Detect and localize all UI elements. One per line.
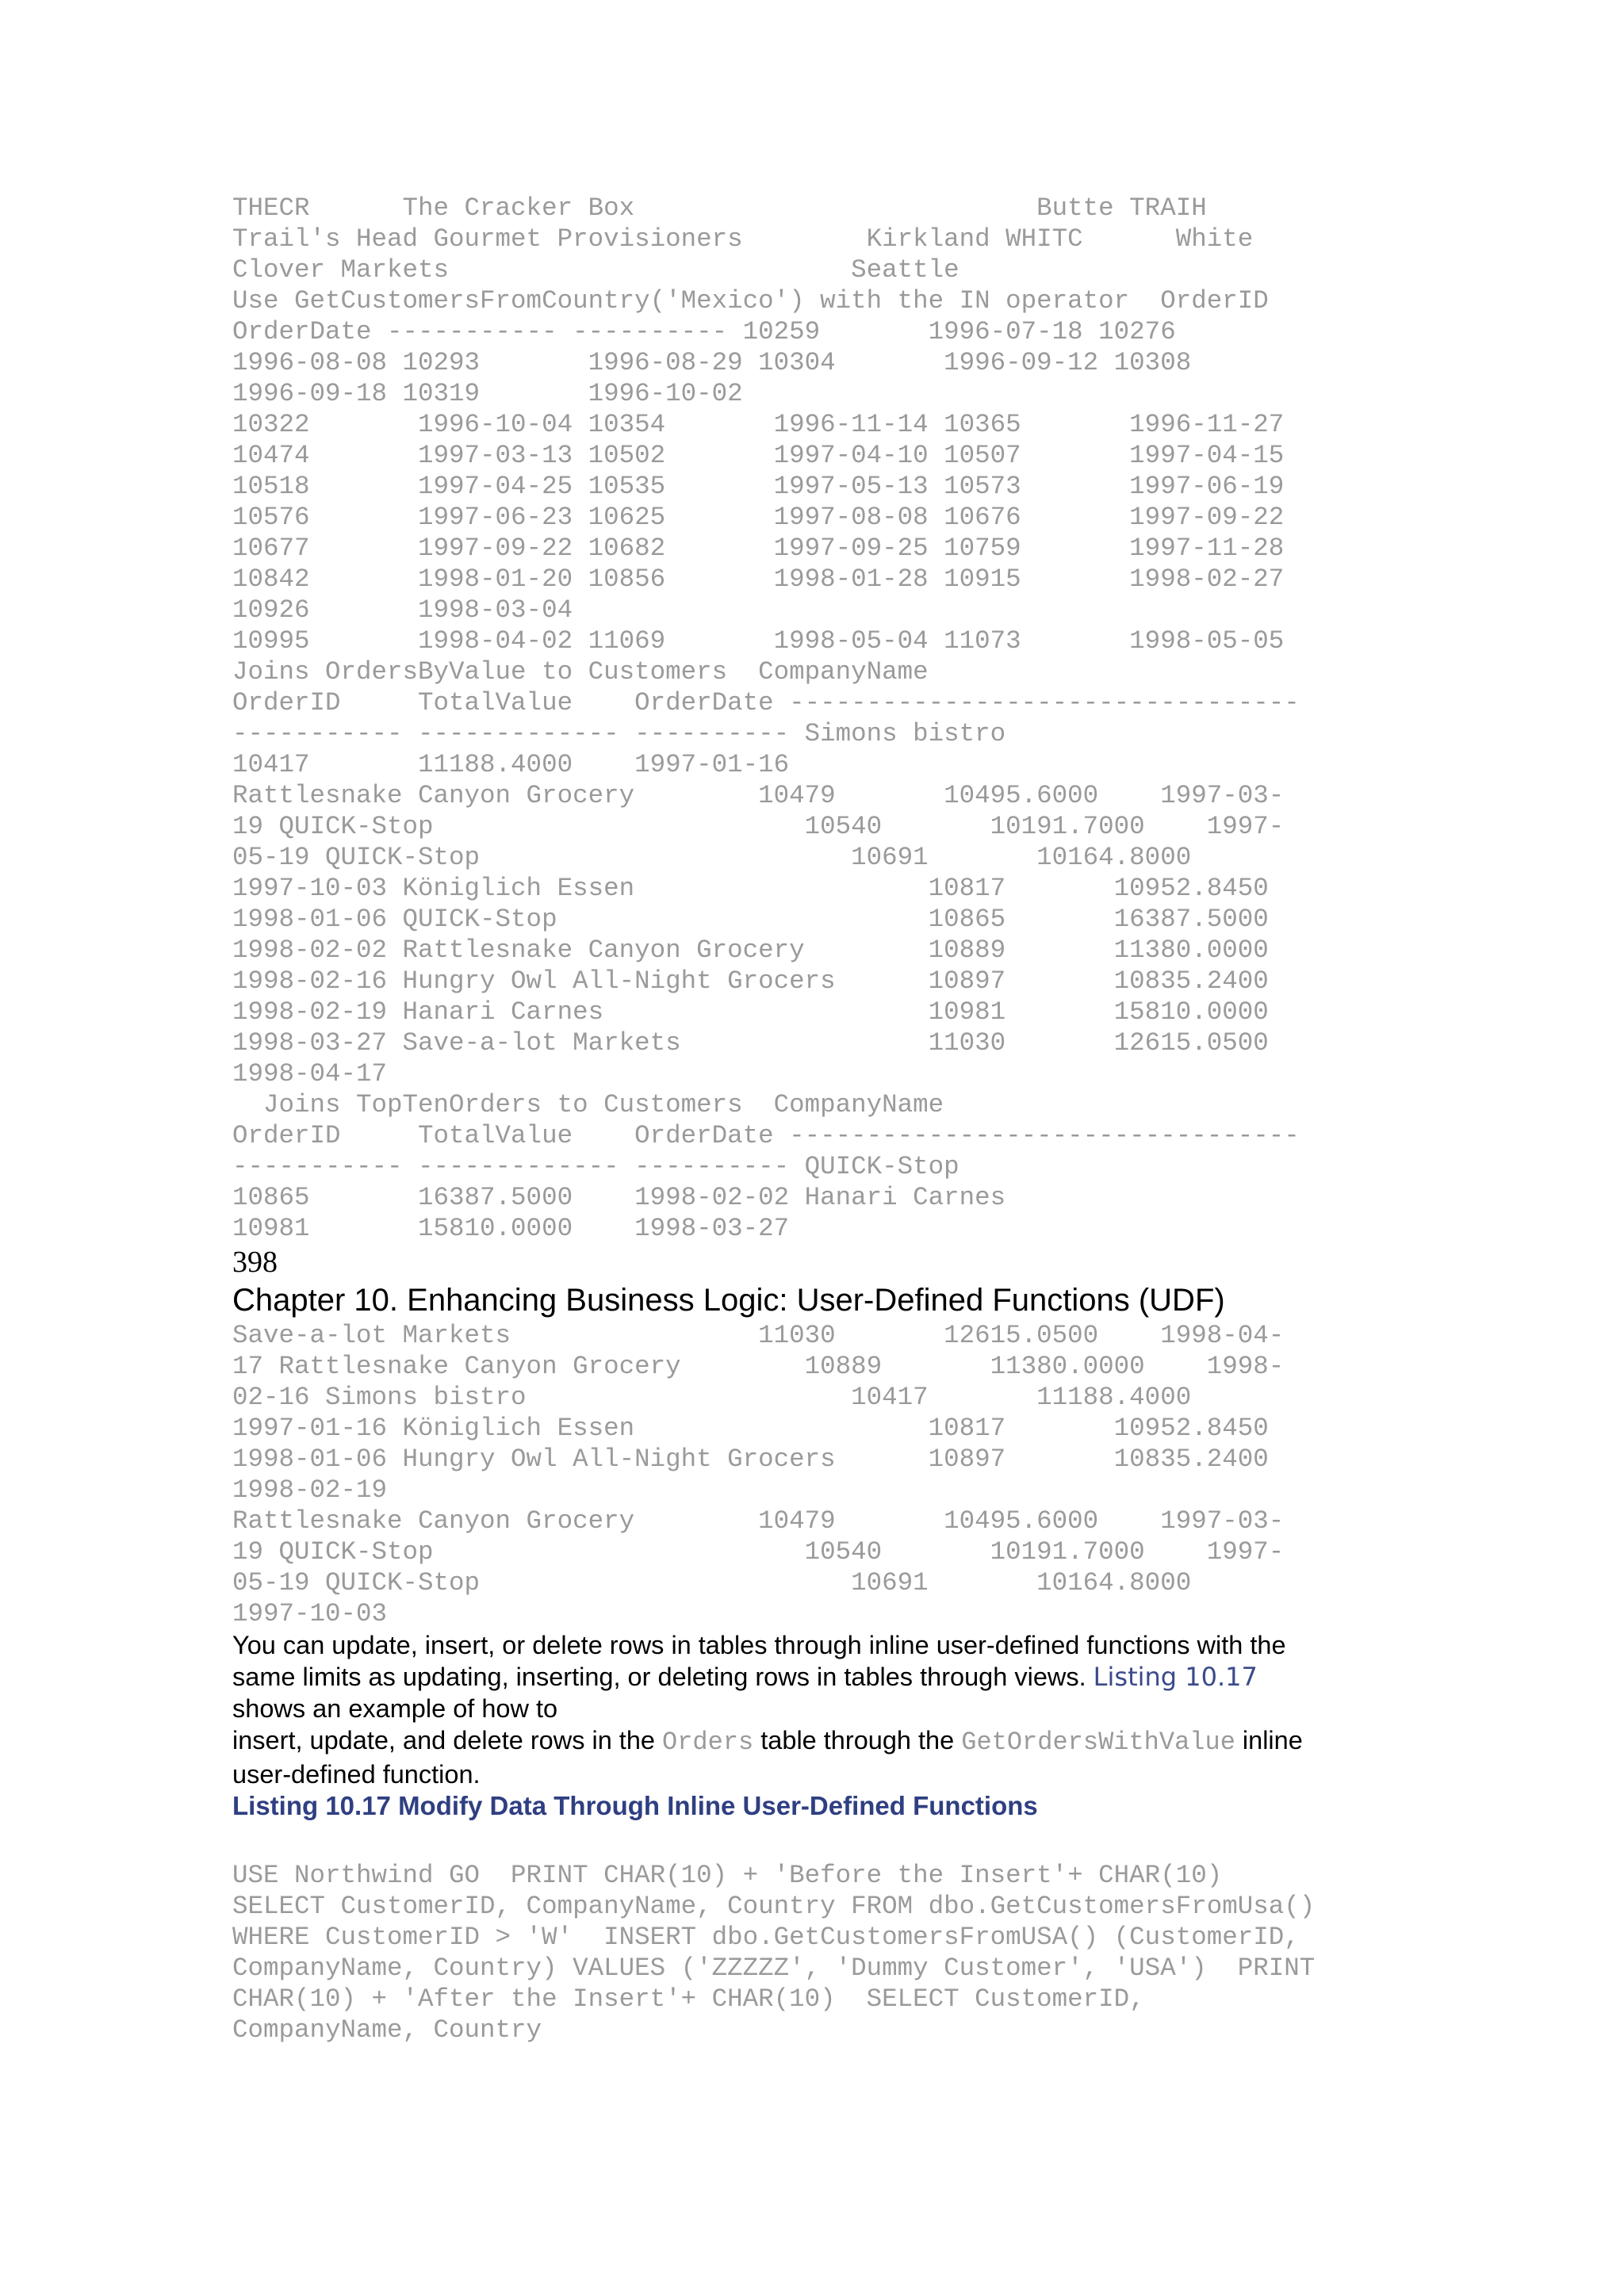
page-number: 398 <box>232 1246 278 1279</box>
paragraph-line: insert, update, and delete rows in the Orders table through the GetOrdersWithValue inline <box>232 1726 1303 1757</box>
code-output-block-1: THECR The Cracker Box Butte TRAIH Trail's Head Gourmet Provisioners Kirkland WHITC White Clover Markets Seattle Use GetCustomersFromCountry('Mexico') with the IN operator OrderID OrderDate ----------- ---------- 10259 1996-07-18 10276 1996-08-08 10293 1996-08-29 10304 1996-09-12 10308 1996-09-18 10319 1996-10-02 10322 1996-10-04 10354 1996-11-14 10365 1996-11-27 10474 1997-03-13 10502 1997-04-10 10507 1997-04-15 10518 1997-04-25 10535 1997-05-13 10573 1997-06-19 10576 1997-06-23 10625 1997-08-08 10676 1997-09-22 10677 1997-09-22 10682 1997-09-25 10759 1997-11-28 10842 1998-01-20 10856 1998-01-28 10915 1998-02-27 10926 1998-03-04 10995 1998-04-02 11069 1998-05-04 11073 1998-05-05 Joins OrdersByValue to Customers CompanyName OrderID TotalValue OrderDate --------------------------------- ----------- ------------- ---------- Simons bistro 10417 11188.4000 1997-01-16 Rattlesnake Canyon Grocery 10479 10495.6000 1997-03- 19 QUICK-Stop 10540 10191.7000 1997- 05-19 QUICK-Stop 10691 10164.8000 1997-10-03 Königlich Essen 10817 10952.8450 1998-01-06 QUICK-Stop 10865 16387.5000 1998-02-02 Rattlesnake Canyon Grocery 10889 11380.0000 1998-02-16 Hungry Owl All-Night Grocers 10897 10835.2400 1998-02-19 Hanari Carnes 10981 15810.0000 1998-03-27 Save-a-lot Markets 11030 12615.0500 1998-04-17 Joins TopTenOrders to Customers CompanyName OrderID TotalValue OrderDate --------------------------------- ----------- ------------- ---------- QUICK-Stop 10865 16387.5000 1998-02-02 Hanari Carnes 10981 15810.0000 1998-03-27 <box>232 193 1300 1243</box>
body-paragraph <box>232 1629 1398 1790</box>
listing-link[interactable]: Listing 10.17 <box>1093 1662 1258 1692</box>
paragraph-line: user-defined function. <box>232 1760 481 1789</box>
spacer <box>232 1822 1398 1860</box>
paragraph-line: same limits as updating, inserting, or deleting rows in tables through views. Listing 10.17 <box>232 1662 1258 1692</box>
chapter-title: Chapter 10. Enhancing Business Logic: User-Defined Functions (UDF) <box>232 1283 1225 1318</box>
code-output-block-2: Save-a-lot Markets 11030 12615.0500 1998-04- 17 Rattlesnake Canyon Grocery 10889 11380.0000 1998- 02-16 Simons bistro 10417 11188.4000 1997-01-16 Königlich Essen 10817 10952.8450 1998-01-06 Hungry Owl All-Night Grocers 10897 10835.2400 1998-02-19 Rattlesnake Canyon Grocery 10479 10495.6000 1997-03- 19 QUICK-Stop 10540 10191.7000 1997- 05-19 QUICK-Stop 10691 10164.8000 1997-10-03 <box>232 1321 1285 1628</box>
document-page <box>232 193 1398 2045</box>
code-listing-block: USE Northwind GO PRINT CHAR(10) + 'Before the Insert'+ CHAR(10) SELECT CustomerID, CompanyName, Country FROM dbo.GetCustomersFromUsa() WHERE CustomerID > 'W' INSERT dbo.GetCustomersFromUSA() (CustomerID, CompanyName, Country) VALUES ('ZZZZZ', 'Dummy Customer', 'USA') PRINT CHAR(10) + 'After the Insert'+ CHAR(10) SELECT CustomerID, CompanyName, Country <box>232 1861 1316 2045</box>
inline-code-orders: Orders <box>662 1728 754 1757</box>
listing-title: Listing 10.17 Modify Data Through Inline User-Defined Functions <box>232 1791 1038 1820</box>
inline-code-function: GetOrdersWithValue <box>961 1728 1235 1757</box>
paragraph-line: shows an example of how to <box>232 1694 558 1723</box>
paragraph-line: You can update, insert, or delete rows in tables through inline user-defined functions with the <box>232 1631 1286 1659</box>
